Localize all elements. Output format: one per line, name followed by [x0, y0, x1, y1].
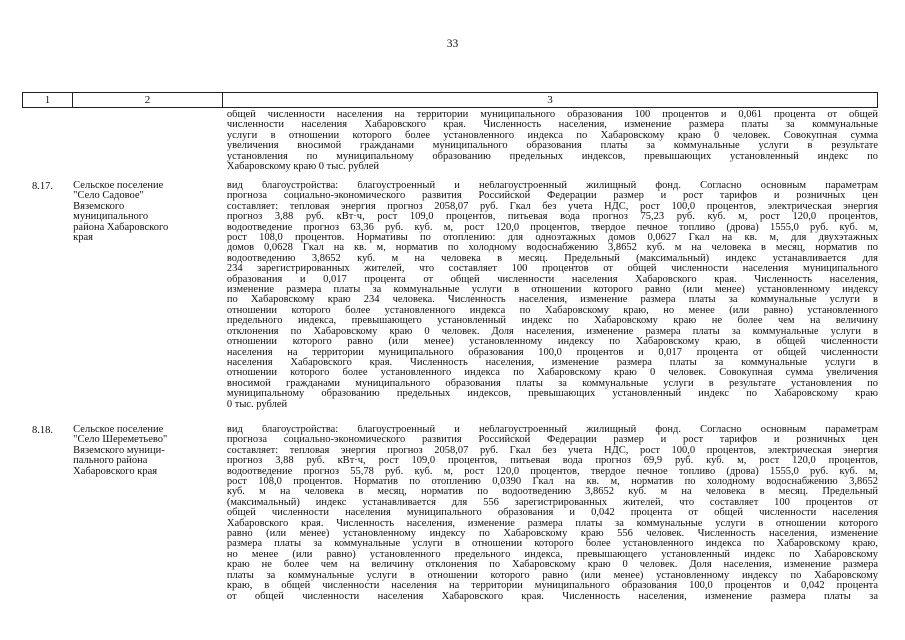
row-name	[71, 181, 228, 410]
table-header	[22, 92, 878, 108]
text-line: отношении которого более установленного индекса по Хабаровскому краю 0 человек. Совокупная сумма увеличения	[226, 367, 878, 379]
text-line: вид благоустройства: благоустроенный и неблагоустроенный жилищный фонд. Согласно основным параметрам	[226, 181, 878, 191]
text-line: вносимой гражданами муниципального образования платы за коммунальные услуги в результате установления по	[226, 377, 878, 389]
text-line: размера платы за коммунальные услуги в отношении которого более установленного индекса по Хабаровскому краю,	[226, 538, 878, 550]
text-line: населения Хабаровского края. Численность населения, изменение размера платы за коммунальные услуги в	[226, 356, 878, 368]
table-row-continuation	[22, 110, 878, 172]
text-line: водоотведение прогноз 55,78 руб. куб. м, рост 120,0 процентов, твердое печное топливо (дрова) 1555,0 руб. куб. м,	[226, 465, 878, 477]
text-line: рост 108,0 процентов. Норматив по отоплению 0,0390 Гкал на кв. м, норматив по холодному водоснабжению 3,8652	[226, 476, 878, 488]
name-line: пального района	[73, 455, 148, 467]
row-text	[227, 181, 878, 410]
text-line: прогноз 3,88 руб. кВт·ч, рост 109,0 процентов, питьевая вода прогноз 75,23 руб. куб. м, рост 120,0 процентов,	[226, 211, 878, 223]
text-line: населения на территории муниципального образования 100,0 процентов и 0,017 процента от общей численности	[226, 346, 878, 358]
text-line: краю не более чем на величину отклонения по Хабаровскому краю 0 человек. Доля населения, изменение размера	[226, 559, 878, 571]
text-line: прогноза социально-экономического развития Российской Федерации размер и рост тарифов и розничных цен	[226, 190, 878, 202]
text-line: составляет: тепловая энергия прогноз 2058,07 руб. Гкал без учета НДС, рост 100,0 процентов, электрическая энергия	[226, 444, 878, 456]
name-line: Хабаровского края	[73, 465, 158, 477]
text-line: установления по муниципальному образованию предельных индексов, превышающих установленный индекс по	[226, 150, 878, 162]
text-line: (максимальный) индекс устанавливается для 556 зарегистрированных жителей, что составляет 100 процентов от	[226, 496, 878, 508]
text-line: общей численности населения на территории муниципального образования 100 процентов и 0,061 процента от общей	[226, 110, 878, 120]
header-col-3: 3	[547, 94, 553, 106]
header-col-2: 2	[73, 93, 223, 107]
name-line: "Село Садовое"	[73, 190, 144, 202]
text-line: изменение размера платы за коммунальные услуги в отношении которого равно (или менее) установленному индексу	[226, 284, 878, 296]
table-row	[22, 425, 878, 640]
text-line: краю, в общей численности населения на территории муниципального образования 100,0 процентов и 0,042 процента	[226, 580, 878, 592]
text-line: по Хабаровскому краю 234 человека. Численность населения, изменение размера платы за коммунальные услуги в	[226, 294, 878, 306]
name-line: Сельское поселение	[73, 424, 164, 435]
text-line: муниципальному образованию предельных индексов, превышающих установленный индекс по Хабаровскому краю	[226, 388, 878, 400]
text-line: общей численности населения муниципального образования и 0,042 процента от общей численности населения	[226, 507, 878, 519]
name-line: Вяземского муници-	[73, 444, 165, 456]
text-line: 234 зарегистрированных жителей, что составляет 100 процентов от общей численности населения муниципального	[226, 263, 878, 275]
name-line: Сельское поселение	[73, 180, 164, 191]
text-line: Хабаровского края. Численность населения, изменение размера платы за коммунальные услуги в отношении которого	[226, 517, 878, 529]
text-line: рост 108,0 процентов. Нормативы по отоплению: для одноэтажных домов 0,0627 Гкал на кв. м, для двухэтажных	[226, 232, 878, 244]
name-line: Вяземского	[73, 200, 125, 212]
text-line: отклонения по Хабаровскому краю 0 человек. Доля населения, изменение размера платы за коммунальные услуги в	[226, 325, 878, 337]
text-line: прогноз 3,88 руб. кВт·ч, рост 109,0 процентов, питьевая вода прогноз 69,9 руб. куб. м, рост 120,0 процентов,	[226, 455, 878, 467]
text-line: вид благоустройства: благоустроенный и неблагоустроенный жилищный фонд. Согласно основным параметрам	[226, 425, 878, 435]
text-line: предельного индекса, превышающего установленный индекс по Хабаровскому краю не более чем на величину	[226, 315, 878, 327]
text-line: составляет: тепловая энергия прогноз 2058,07 руб. Гкал без учета НДС, рост 100,0 процентов, электрическая энергия	[226, 200, 878, 212]
row-number: 8.18.	[32, 425, 53, 436]
row-text	[227, 425, 878, 640]
row-number	[22, 110, 71, 172]
name-line: района Хабаровского	[73, 221, 169, 233]
table-row	[22, 181, 878, 410]
text-line: услуги в отношении которого более установленного индекса по Хабаровскому краю 0 человек. Совокупная сумма	[226, 129, 878, 141]
name-line: "Село Шереметьево"	[73, 434, 168, 446]
text-line: водоотведение прогноз 63,36 руб. куб. м, рост 120,0 процентов, твердое печное топливо (дрова) 1555,0 руб. куб. м,	[226, 221, 878, 233]
name-line: муниципального	[73, 211, 149, 223]
text-line: Хабаровскому краю 0 тыс. рублей	[226, 161, 380, 173]
text-line: платы за коммунальные услуги в отношении которого равно (или менее) установленному индексу по Хабаровскому	[226, 569, 878, 581]
text-line: куб. м на человека в месяц, норматив по водоотведению 3,8652 куб. м на человека в месяц. Предельный	[226, 486, 878, 498]
text-line: водоотведению 3,8652 куб. м на человека в месяц. Предельный (максимальный) индекс устанавливается для	[226, 252, 878, 264]
header-col-1: 1	[23, 93, 73, 107]
text-line: от общей численности населения Хабаровского края. Численность населения, изменение размера платы за	[226, 590, 878, 602]
row-name	[71, 110, 228, 172]
row-text	[227, 110, 878, 172]
row-name	[71, 425, 228, 640]
text-line: отношении которого равно (или менее) установленному индексу по Хабаровскому краю, в общей численности	[226, 336, 878, 348]
text-line: отношении которого более установленного индекса по Хабаровскому краю, но менее (или равно) установленного	[226, 304, 878, 316]
text-line: прогноза социально-экономического развития Российской Федерации размер и рост тарифов и розничных цен	[226, 434, 878, 446]
page-number: 33	[446, 38, 459, 50]
text-line: 0 тыс. рублей	[226, 398, 288, 410]
name-line: края	[73, 232, 94, 244]
row-number: 8.17.	[32, 181, 53, 192]
text-line: увеличения вносимой гражданами муниципального образования платы за коммунальные услуги в результате	[226, 140, 878, 152]
text-line: равно (или менее) установленному индексу по Хабаровскому краю 556 человек. Численность населения, изменение	[226, 528, 878, 540]
text-line: но менее (или равно) установленного предельного индекса, превышающего установленный индекс по Хабаровскому	[226, 548, 878, 560]
text-line: домов 0,0628 Гкал на кв. м, норматив по холодному водоснабжению 3,8652 куб. м на человека в месяц, норматив по	[226, 242, 878, 254]
text-line: численности населения Хабаровского края. Численность населения, изменение размера платы за коммунальные	[226, 119, 878, 131]
text-line: образования и 0,017 процента от общей численности населения Хабаровского края. Численность населения,	[226, 273, 878, 285]
